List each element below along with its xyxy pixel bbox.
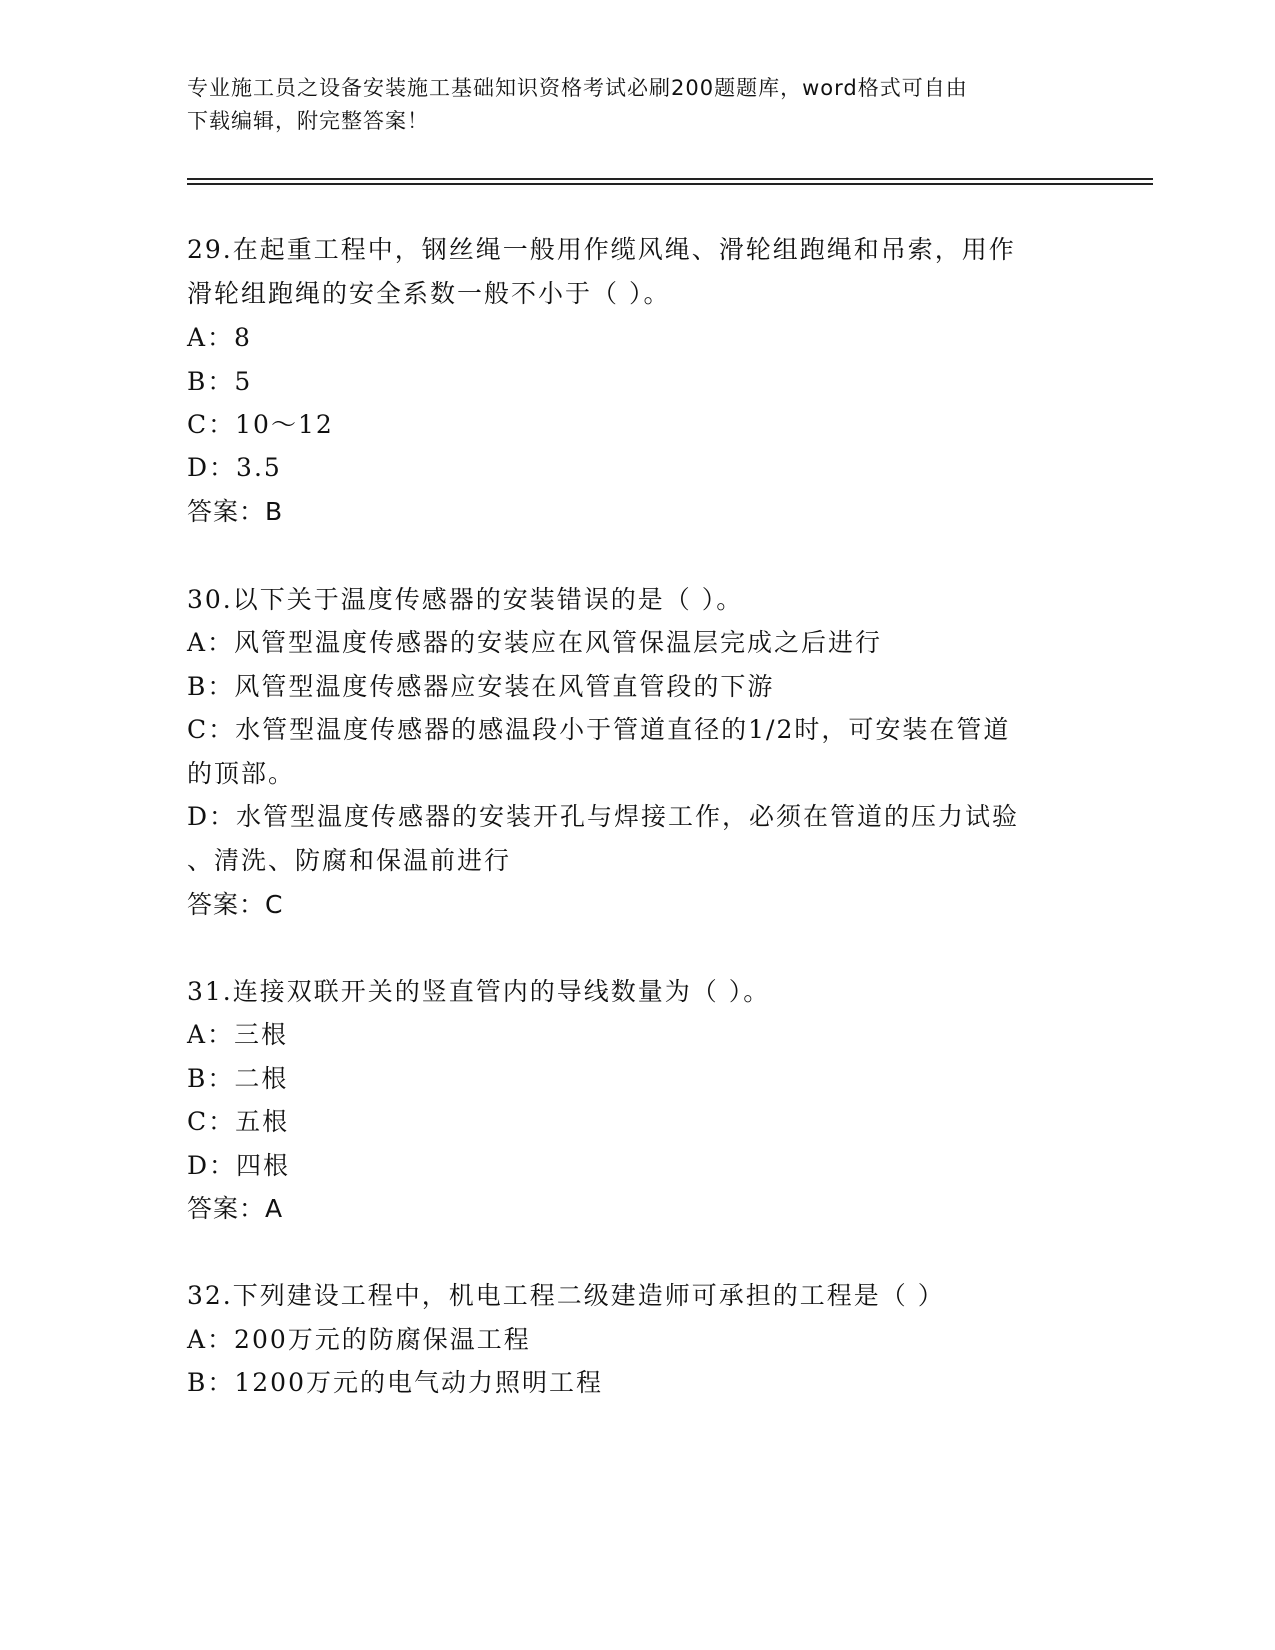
- document-header: [187, 72, 1087, 138]
- header-divider-top: [187, 178, 1153, 180]
- answer-label: 答案：B: [187, 497, 284, 526]
- answer-label: 答案：A: [187, 1194, 284, 1223]
- question-stem: 32.下列建设工程中，机电工程二级建造师可承担的工程是（ ）: [187, 1281, 945, 1310]
- option-c: C：水管型温度传感器的感温段小于管道直径的1/2时，可安装在管道: [187, 715, 1011, 744]
- option-a: A：200万元的防腐保温工程: [187, 1325, 531, 1354]
- question-stem-continued: 滑轮组跑绳的安全系数一般不小于（ ）。: [187, 279, 671, 308]
- option-b: B：5: [187, 367, 253, 396]
- option-d: D：四根: [187, 1151, 291, 1180]
- option-a: A：风管型温度传感器的安装应在风管保温层完成之后进行: [187, 628, 883, 657]
- header-line-1: 专业施工员之设备安装施工基础知识资格考试必刷200题题库，word格式可自由: [187, 76, 968, 100]
- option-d: D：3.5: [187, 453, 282, 482]
- question-stem: 30.以下关于温度传感器的安装错误的是（ ）。: [187, 585, 744, 614]
- option-d: D：水管型温度传感器的安装开孔与焊接工作，必须在管道的压力试验: [187, 802, 1020, 831]
- option-c: C：五根: [187, 1107, 290, 1136]
- header-line-2: 下载编辑，附完整答案！: [187, 109, 429, 133]
- option-c: C：10～12: [187, 410, 334, 439]
- option-a: A：8: [187, 323, 252, 352]
- option-c-continued: 的顶部。: [187, 759, 296, 788]
- option-d-continued: 、清洗、防腐和保温前进行: [187, 846, 512, 875]
- option-a: A：三根: [187, 1020, 289, 1049]
- option-b: B：风管型温度传感器应安装在风管直管段的下游: [187, 672, 775, 701]
- question-stem: 31.连接双联开关的竖直管内的导线数量为（ ）。: [187, 977, 771, 1006]
- answer-label: 答案：C: [187, 890, 284, 919]
- question-stem: 29.在起重工程中，钢丝绳一般用作缆风绳、滑轮组跑绳和吊索，用作: [187, 235, 1016, 264]
- header-divider-bottom: [187, 183, 1153, 185]
- option-b: B：二根: [187, 1064, 289, 1093]
- option-b: B：1200万元的电气动力照明工程: [187, 1368, 603, 1397]
